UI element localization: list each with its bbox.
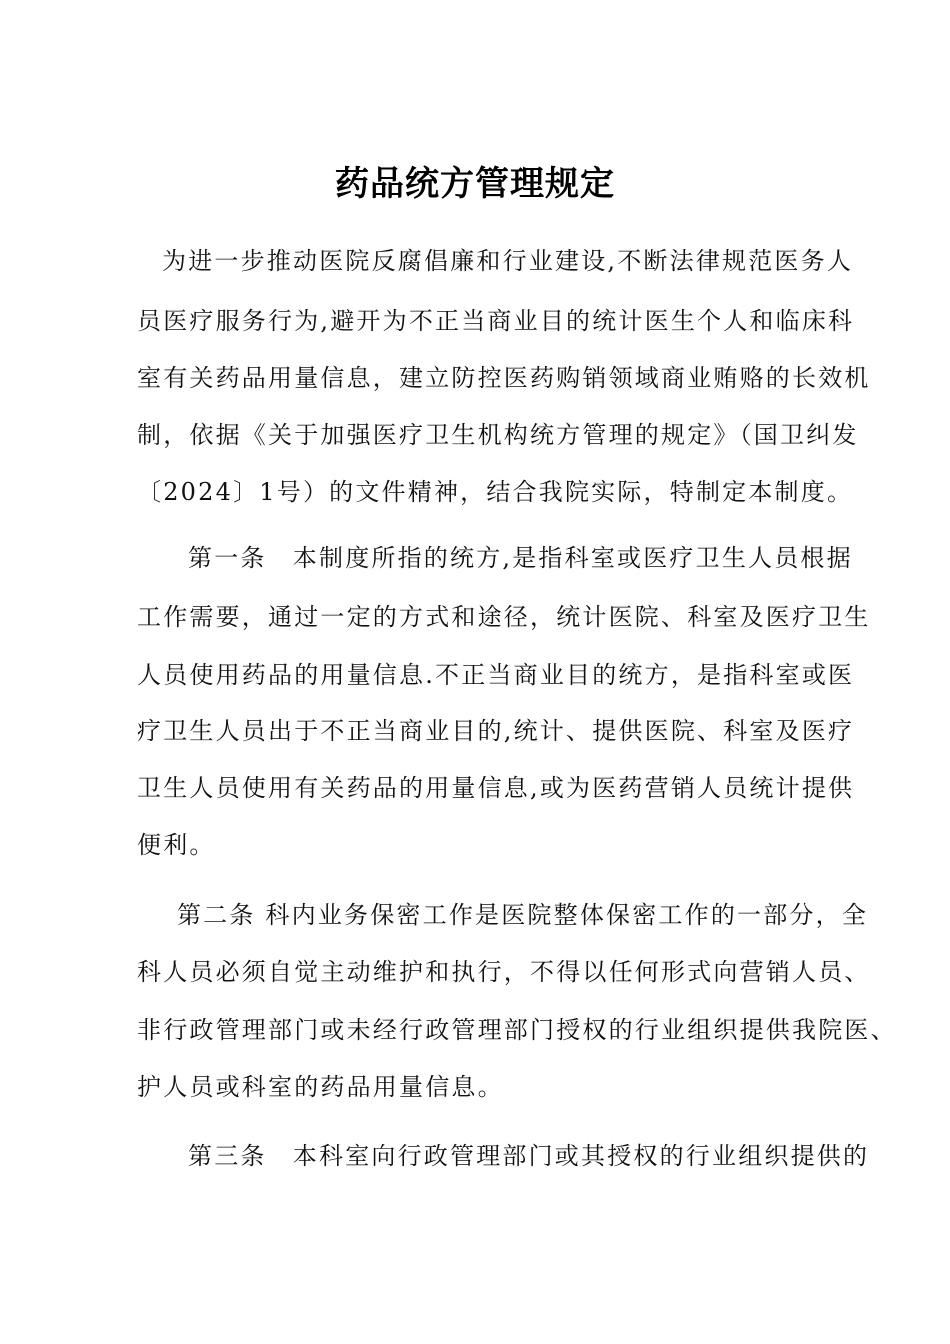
paragraph-line: 室有关药品用量信息，建立防控医药购销领域商业贿赂的长效机 xyxy=(137,364,871,392)
paragraph-line: 第三条 本科室向行政管理部门或其授权的行业组织提供的 xyxy=(188,1142,870,1170)
paragraph-line: 人员使用药品的用量信息.不正当商业目的统方，是指科室或医 xyxy=(137,661,855,689)
paragraph-line: 非行政管理部门或未经行政管理部门授权的行业组织提供我院医、 xyxy=(137,1016,897,1044)
paragraph-line: 疗卫生人员出于不正当商业目的,统计、提供医院、科室及医疗 xyxy=(137,717,855,745)
document-title: 药品统方管理规定 xyxy=(335,164,615,204)
paragraph-line: 为进一步推动医院反腐倡廉和行业建设,不断法律规范医务人 xyxy=(162,247,854,275)
paragraph-line: 第二条 科内业务保密工作是医院整体保密工作的一部分，全 xyxy=(177,901,869,929)
paragraph-line: 科人员必须自觉主动维护和执行，不得以任何形式向营销人员、 xyxy=(137,958,871,986)
paragraph-line: 〔2024〕1号）的文件精神，结合我院实际，特制定本制度。 xyxy=(137,478,854,506)
paragraph-line: 第一条 本制度所指的统方,是指科室或医疗卫生人员根据 xyxy=(188,544,853,572)
paragraph-line: 员医疗服务行为,避开为不正当商业目的统计医生个人和临床科 xyxy=(137,307,855,335)
paragraph-line: 制，依据《关于加强医疗卫生机构统方管理的规定》（国卫纠发 xyxy=(137,421,859,449)
paragraph-line: 卫生人员使用有关药品的用量信息,或为医药营销人员统计提供 xyxy=(137,774,855,802)
paragraph-line: 工作需要，通过一定的方式和途径，统计医院、科室及医疗卫生 xyxy=(137,603,871,631)
paragraph-line: 护人员或科室的药品用量信息。 xyxy=(137,1073,504,1101)
paragraph-line: 便利。 xyxy=(137,831,216,859)
